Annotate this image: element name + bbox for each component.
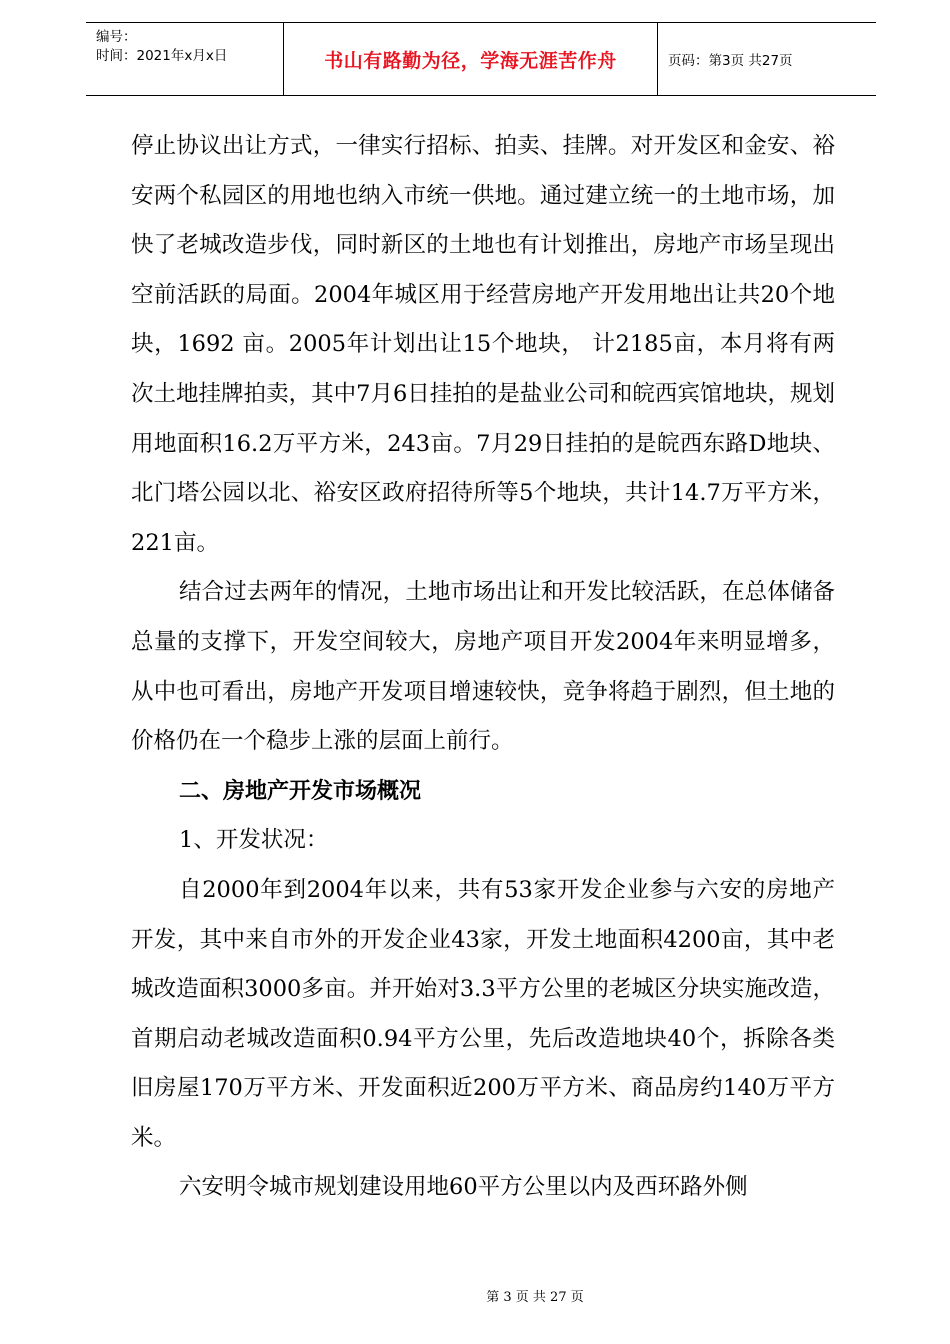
page-footer: 第 3 页 共 27 页 xyxy=(486,1290,584,1305)
sub-heading: 1、开发状况： xyxy=(179,827,329,854)
section-heading: 二、房地产开发市场概况 xyxy=(179,778,422,804)
number-label: 编号： xyxy=(96,29,137,45)
page-header xyxy=(86,22,876,96)
time-label: 时间：2021年x月x日 xyxy=(96,48,228,64)
document-body xyxy=(131,122,835,1213)
paragraph-1: 停止协议出让方式，一律实行招标、拍卖、挂牌。对开发区和金安、裕安两个私园区的用地也纳入市统一供地。通过建立统一的土地市场，加快了老城改造步伐，同时新区的土地也有计划推出，房地产市场呈现出空前活跃的局面。2004年城区用于经营房地产开发用地出让共20个地块，1692 亩。2005年计划出让15个地块， 计2185亩，本月将有两次土地挂牌拍卖，其中7月6日挂拍的是盐业公司和皖西宾馆地块，规划用地面积16.2万平方米，243亩。7月29日挂拍的是皖西东路D地块、北门塔公园以北、裕安区政府招待所等5个地块，共计14.7万平方米，221亩。 xyxy=(131,133,835,556)
header-meta xyxy=(86,23,284,95)
paragraph-3: 自2000年到2004年以来，共有53家开发企业参与六安的房地产开发，其中来自市外的开发企业43家，开发土地面积4200亩，其中老城改造面积3000多亩。并开始对3.3平方公里的老城区分块实施改造，首期启动老城改造面积0.94平方公里，先后改造地块40个，拆除各类旧房屋170万平方米、开发面积近200万平方米、商品房约140万平方米。 xyxy=(131,876,835,1151)
paragraph-2: 结合过去两年的情况，土地市场出让和开发比较活跃，在总体储备总量的支撑下，开发空间较大，房地产项目开发2004年来明显增多，从中也可看出，房地产开发项目增速较快，竞争将趋于剧烈，但土地的价格仍在一个稳步上涨的层面上前行。 xyxy=(131,579,835,755)
header-motto: 书山有路勤为径，学海无涯苦作舟 xyxy=(284,23,658,95)
paragraph-4: 六安明令城市规划建设用地60平方公里以内及西环路外侧 xyxy=(179,1174,748,1201)
header-page-info: 页码：第3页 共27页 xyxy=(668,53,793,69)
